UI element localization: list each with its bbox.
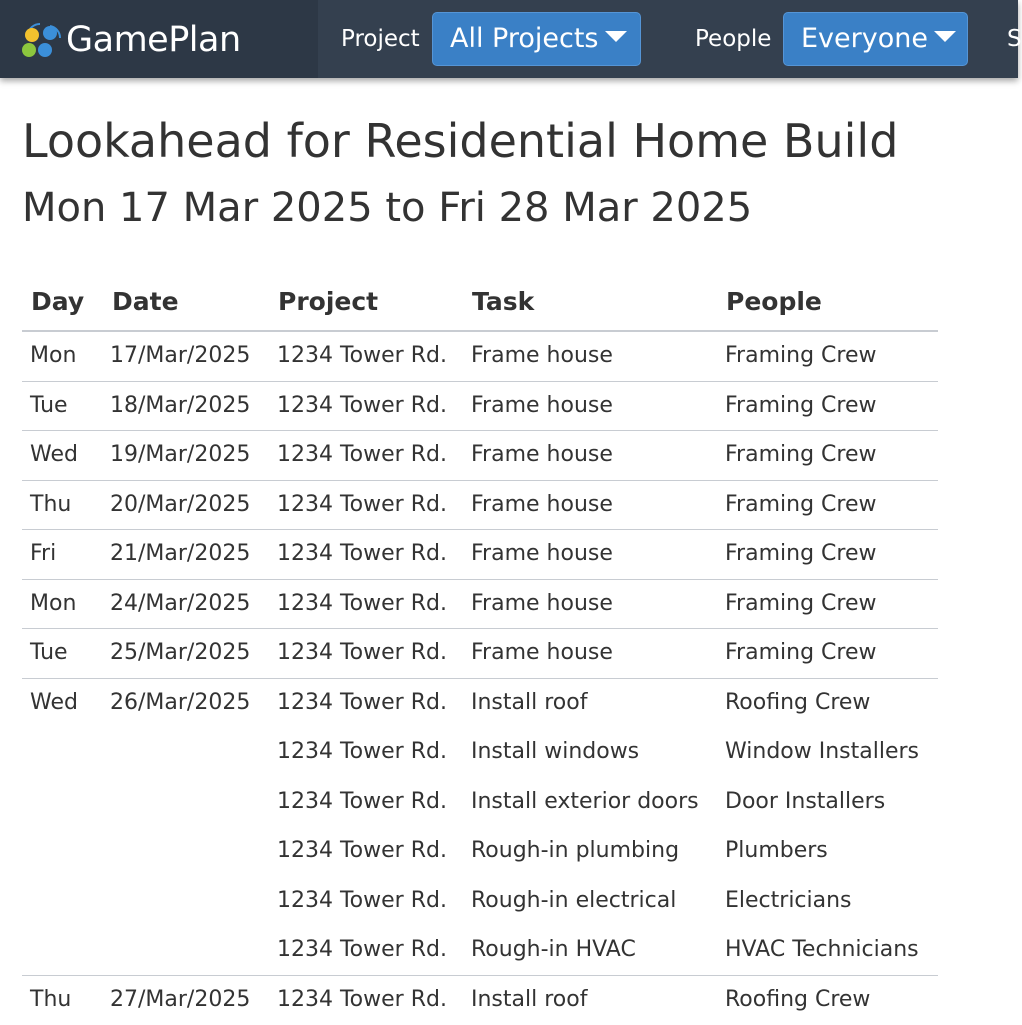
cell-date: 25/Mar/2025 bbox=[110, 639, 250, 667]
cell-task: Frame house bbox=[471, 491, 613, 519]
cell-date: 26/Mar/2025 bbox=[110, 689, 250, 717]
table-row bbox=[22, 530, 938, 580]
table-row bbox=[22, 332, 938, 382]
table-row bbox=[22, 728, 938, 778]
header-day: Day bbox=[31, 285, 84, 319]
cell-people: Plumbers bbox=[725, 837, 828, 865]
page-title: Lookahead for Residential Home Build bbox=[22, 113, 898, 169]
cell-day: Fri bbox=[30, 540, 56, 568]
top-navbar bbox=[0, 0, 1018, 78]
cell-project: 1234 Tower Rd. bbox=[277, 738, 447, 766]
cell-task: Install roof bbox=[471, 986, 587, 1014]
cell-day: Mon bbox=[30, 342, 76, 370]
cell-people: HVAC Technicians bbox=[725, 936, 919, 964]
cell-people: Framing Crew bbox=[725, 491, 876, 519]
cell-people: Framing Crew bbox=[725, 441, 876, 469]
cell-day: Wed bbox=[30, 441, 78, 469]
cell-date: 20/Mar/2025 bbox=[110, 491, 250, 519]
cell-task: Install roof bbox=[471, 689, 587, 717]
cell-task: Frame house bbox=[471, 392, 613, 420]
header-date: Date bbox=[112, 285, 179, 319]
table-row bbox=[22, 629, 938, 679]
table-row bbox=[22, 431, 938, 481]
cell-day: Thu bbox=[30, 491, 71, 519]
table-header bbox=[22, 278, 938, 332]
table-row bbox=[22, 926, 938, 976]
cell-project: 1234 Tower Rd. bbox=[277, 491, 447, 519]
cell-project: 1234 Tower Rd. bbox=[277, 342, 447, 370]
table-row bbox=[22, 976, 938, 1025]
header-project: Project bbox=[278, 285, 378, 319]
cell-day: Thu bbox=[30, 986, 71, 1014]
cell-task: Frame house bbox=[471, 342, 613, 370]
table-row bbox=[22, 580, 938, 630]
cell-people: Framing Crew bbox=[725, 540, 876, 568]
cell-day: Tue bbox=[30, 392, 68, 420]
cell-project: 1234 Tower Rd. bbox=[277, 392, 447, 420]
people-dropdown-value: Everyone bbox=[801, 23, 928, 54]
cell-people: Window Installers bbox=[725, 738, 919, 766]
brand[interactable] bbox=[0, 0, 318, 78]
project-dropdown-value: All Projects bbox=[450, 23, 599, 54]
cell-project: 1234 Tower Rd. bbox=[277, 540, 447, 568]
cell-people: Framing Crew bbox=[725, 590, 876, 618]
cell-day: Mon bbox=[30, 590, 76, 618]
cell-project: 1234 Tower Rd. bbox=[277, 639, 447, 667]
date-range-subtitle: Mon 17 Mar 2025 to Fri 28 Mar 2025 bbox=[22, 182, 752, 234]
nav-overflow-label: S bbox=[1007, 24, 1022, 54]
cell-task: Install exterior doors bbox=[471, 788, 699, 816]
cell-date: 18/Mar/2025 bbox=[110, 392, 250, 420]
cell-people: Electricians bbox=[725, 887, 852, 915]
cell-date: 27/Mar/2025 bbox=[110, 986, 250, 1014]
cell-task: Frame house bbox=[471, 540, 613, 568]
cell-people: Door Installers bbox=[725, 788, 885, 816]
cell-project: 1234 Tower Rd. bbox=[277, 788, 447, 816]
cell-task: Rough-in plumbing bbox=[471, 837, 679, 865]
header-people: People bbox=[726, 285, 822, 319]
cell-date: 17/Mar/2025 bbox=[110, 342, 250, 370]
cell-project: 1234 Tower Rd. bbox=[277, 986, 447, 1014]
caret-down-icon bbox=[605, 31, 627, 42]
people-filter-label: People bbox=[695, 24, 771, 54]
cell-project: 1234 Tower Rd. bbox=[277, 590, 447, 618]
table-row bbox=[22, 778, 938, 828]
cell-task: Rough-in electrical bbox=[471, 887, 676, 915]
cell-people: Framing Crew bbox=[725, 392, 876, 420]
cell-people: Roofing Crew bbox=[725, 986, 870, 1014]
cell-task: Frame house bbox=[471, 441, 613, 469]
cell-people: Roofing Crew bbox=[725, 689, 870, 717]
gameplan-logo-icon bbox=[20, 20, 66, 60]
table-row bbox=[22, 481, 938, 531]
cell-date: 24/Mar/2025 bbox=[110, 590, 250, 618]
brand-name: GamePlan bbox=[66, 18, 241, 62]
cell-date: 19/Mar/2025 bbox=[110, 441, 250, 469]
cell-task: Install windows bbox=[471, 738, 639, 766]
project-dropdown[interactable] bbox=[432, 12, 641, 66]
table-row bbox=[22, 382, 938, 432]
table-row bbox=[22, 827, 938, 877]
cell-task: Rough-in HVAC bbox=[471, 936, 636, 964]
cell-day: Tue bbox=[30, 639, 68, 667]
cell-date: 21/Mar/2025 bbox=[110, 540, 250, 568]
cell-day: Wed bbox=[30, 689, 78, 717]
cell-project: 1234 Tower Rd. bbox=[277, 689, 447, 717]
table-row bbox=[22, 877, 938, 927]
project-filter-label: Project bbox=[341, 24, 420, 54]
cell-task: Frame house bbox=[471, 639, 613, 667]
people-dropdown[interactable] bbox=[783, 12, 968, 66]
cell-people: Framing Crew bbox=[725, 639, 876, 667]
lookahead-table bbox=[22, 278, 938, 1025]
cell-people: Framing Crew bbox=[725, 342, 876, 370]
cell-project: 1234 Tower Rd. bbox=[277, 441, 447, 469]
cell-project: 1234 Tower Rd. bbox=[277, 837, 447, 865]
header-task: Task bbox=[472, 285, 534, 319]
caret-down-icon bbox=[934, 31, 956, 42]
cell-project: 1234 Tower Rd. bbox=[277, 887, 447, 915]
table-row bbox=[22, 679, 938, 729]
cell-task: Frame house bbox=[471, 590, 613, 618]
cell-project: 1234 Tower Rd. bbox=[277, 936, 447, 964]
